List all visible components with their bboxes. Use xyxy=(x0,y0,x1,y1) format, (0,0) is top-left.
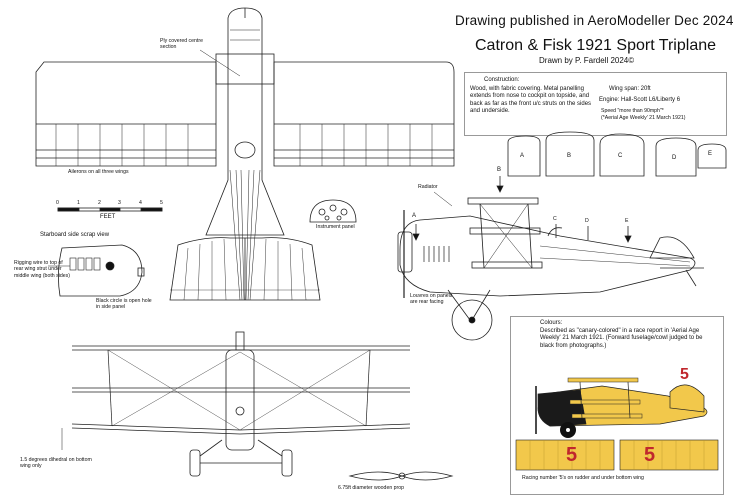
scale-tick-2: 2 xyxy=(98,200,101,206)
feet-label: FEET xyxy=(100,214,116,220)
prop-label: 6.75ft diameter wooden prop xyxy=(338,485,405,491)
propeller-drawing xyxy=(350,472,452,480)
fuselage-sections xyxy=(508,132,726,176)
arrow-c: C xyxy=(553,216,557,222)
colour-illustration xyxy=(510,316,724,495)
ply-centre-label: Ply covered centre section xyxy=(160,38,203,51)
wing-span: Wing span: 20ft xyxy=(609,86,651,92)
top-view-plan xyxy=(36,8,454,300)
arrow-a: A xyxy=(412,213,417,219)
section-e: E xyxy=(708,151,713,157)
instrument-panel xyxy=(310,200,356,222)
speed: Speed "more than 90mph"* xyxy=(601,108,664,114)
section-b: B xyxy=(567,153,572,159)
scale-tick-1: 1 xyxy=(77,200,80,206)
colours-text: Described as "canary-colored" in a race report in 'Aerial Age Weekly' 21 March 1921. (Forward fuselage/cowl judged to be black from photographs.) xyxy=(540,328,703,349)
section-a: A xyxy=(520,153,525,159)
construction-text: Wood, with fabric covering. Metal panelling extends from nose to cockpit on topside, and back as far as the front u/c struts on the sides and underside. xyxy=(470,86,592,115)
speed-note: (*Aerial Age Weekly' 21 March 1921) xyxy=(601,115,686,121)
scrap-view-label: Starboard side scrap view xyxy=(40,232,110,238)
colours-heading: Colours: xyxy=(540,320,563,326)
scale-tick-3: 3 xyxy=(118,200,121,206)
louvres-label: Louvres on panels are rear facing xyxy=(410,293,453,306)
race-number-wing-right: 5 xyxy=(644,444,656,466)
racing-note: Racing number '5's on rudder and under bottom wing xyxy=(522,475,644,481)
arrow-e: E xyxy=(625,218,629,224)
engine: Engine: Hall-Scott L6/Liberty 6 xyxy=(599,97,681,103)
instrument-panel-label: Instrument panel xyxy=(316,224,355,230)
section-d: D xyxy=(672,155,677,161)
scale-tick-5: 5 xyxy=(160,200,163,206)
arrow-d: D xyxy=(585,218,589,224)
black-circle-label: Black circle is open hole in side panel xyxy=(96,298,152,311)
ailerons-label: Ailerons on all three wings xyxy=(68,169,129,175)
radiator-label: Radiator xyxy=(418,184,438,190)
drawing-title: Catron & Fisk 1921 Sport Triplane xyxy=(475,37,717,54)
arrow-b: B xyxy=(497,167,502,173)
rigging-label: Rigging wire to top of rear wing strut under middle wing (both sides) xyxy=(14,260,70,279)
scale-tick-0: 0 xyxy=(56,200,59,206)
front-view xyxy=(62,332,410,476)
published-line: Drawing published in AeroModeller Dec 2024 xyxy=(455,13,734,28)
section-c: C xyxy=(618,153,623,159)
dihedral-label: 1.5 degrees dihedral on bottom wing only xyxy=(20,457,92,470)
scale-tick-4: 4 xyxy=(139,200,142,206)
drawn-by: Drawn by P. Fardell 2024© xyxy=(539,56,635,65)
feet-scale-bar xyxy=(58,208,162,211)
race-number-wing-left: 5 xyxy=(566,444,578,466)
race-number-rudder: 5 xyxy=(680,366,689,383)
construction-heading: Construction: xyxy=(484,77,520,83)
